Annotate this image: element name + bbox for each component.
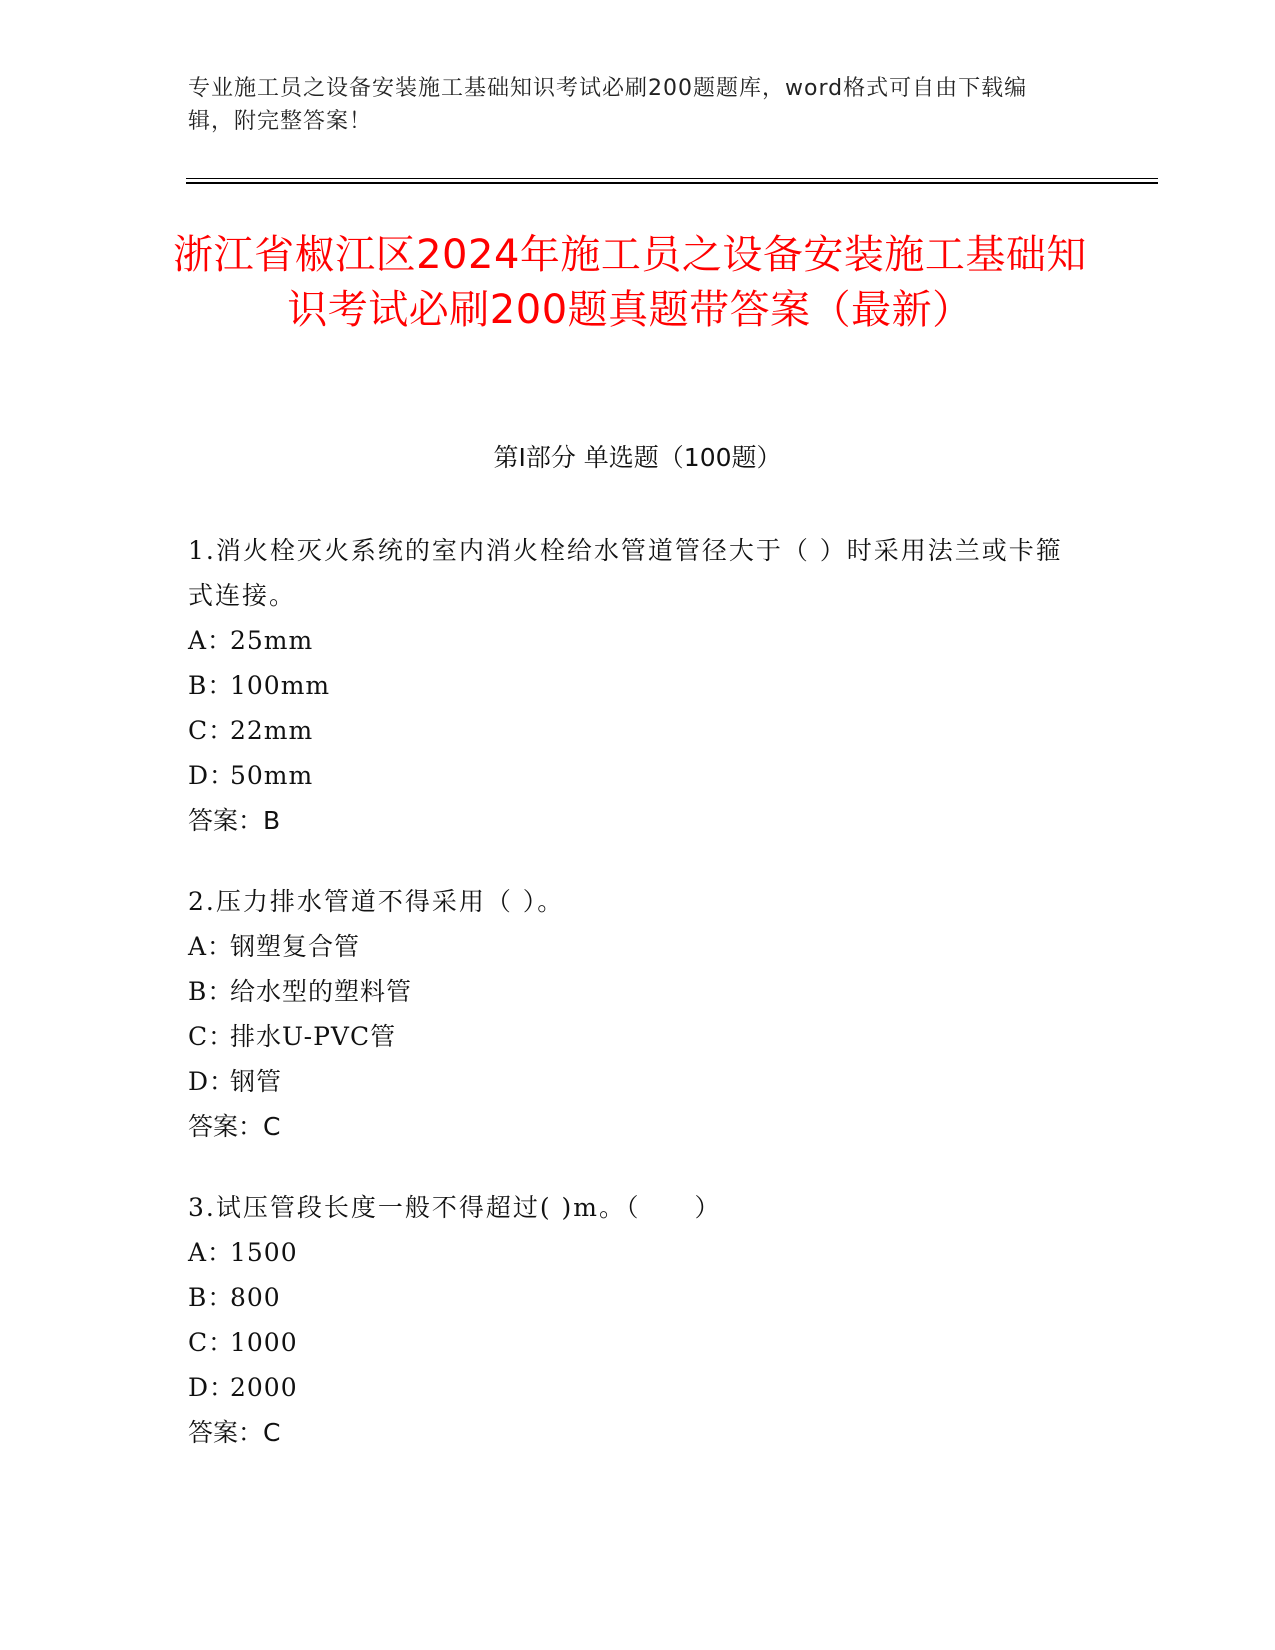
option-text: 钢管: [230, 1067, 283, 1096]
header-note: 专业施工员之设备安装施工基础知识考试必刷200题题库，word格式可自由下载编辑，附完整答案！: [188, 76, 1028, 134]
option-key: A：: [188, 626, 234, 655]
option-text: 1500: [230, 1238, 298, 1267]
answer-line: 答案：C: [188, 1112, 281, 1141]
header-divider-thin: [186, 178, 1158, 179]
option-a: [188, 924, 1088, 969]
option-c: [188, 1014, 1088, 1059]
answer-line: 答案：B: [188, 806, 281, 835]
option-key: C：: [188, 716, 235, 745]
option-key: D：: [188, 761, 236, 790]
option-text: 50mm: [230, 761, 314, 790]
option-d: [188, 753, 1088, 798]
option-key: D：: [188, 1373, 236, 1402]
option-key: B：: [188, 671, 234, 700]
option-c: [188, 1320, 1088, 1365]
option-c: [188, 708, 1088, 753]
question-stem: 2.压力排水管道不得采用（ ）。: [188, 887, 565, 916]
option-key: A：: [188, 932, 234, 961]
option-text: 排水U-PVC管: [230, 1022, 397, 1051]
question-stem: 3.试压管段长度一般不得超过( )m。（ ）: [188, 1193, 722, 1222]
option-text: 25mm: [230, 626, 314, 655]
document-title: 浙江省椒江区2024年施工员之设备安装施工基础知识考试必刷200题真题带答案（最新）: [173, 232, 1087, 333]
option-text: 钢塑复合管: [230, 932, 361, 961]
option-key: C：: [188, 1022, 235, 1051]
option-a: [188, 618, 1088, 663]
question-stem: 1.消火栓灭火系统的室内消火栓给水管道管径大于（ ）时采用法兰或卡箍式连接。: [188, 536, 1063, 610]
option-b: [188, 663, 1088, 708]
option-text: 22mm: [230, 716, 314, 745]
option-b: [188, 1275, 1088, 1320]
option-d: [188, 1059, 1088, 1104]
option-key: B：: [188, 1283, 234, 1312]
option-text: 2000: [230, 1373, 298, 1402]
option-key: D：: [188, 1067, 236, 1096]
question-list: [188, 528, 1088, 1455]
question-1: [188, 528, 1088, 843]
option-text: 1000: [230, 1328, 298, 1357]
option-a: [188, 1230, 1088, 1275]
answer-line: 答案：C: [188, 1418, 281, 1447]
option-key: C：: [188, 1328, 235, 1357]
header-divider-thick: [186, 182, 1158, 184]
question-2: [188, 879, 1088, 1149]
option-key: B：: [188, 977, 234, 1006]
option-text: 给水型的塑料管: [230, 977, 413, 1006]
question-3: [188, 1185, 1088, 1455]
option-text: 800: [230, 1283, 281, 1312]
option-b: [188, 969, 1088, 1014]
option-key: A：: [188, 1238, 234, 1267]
option-text: 100mm: [230, 671, 331, 700]
section-title: 第Ⅰ部分 单选题（100题）: [493, 443, 782, 472]
option-d: [188, 1365, 1088, 1410]
